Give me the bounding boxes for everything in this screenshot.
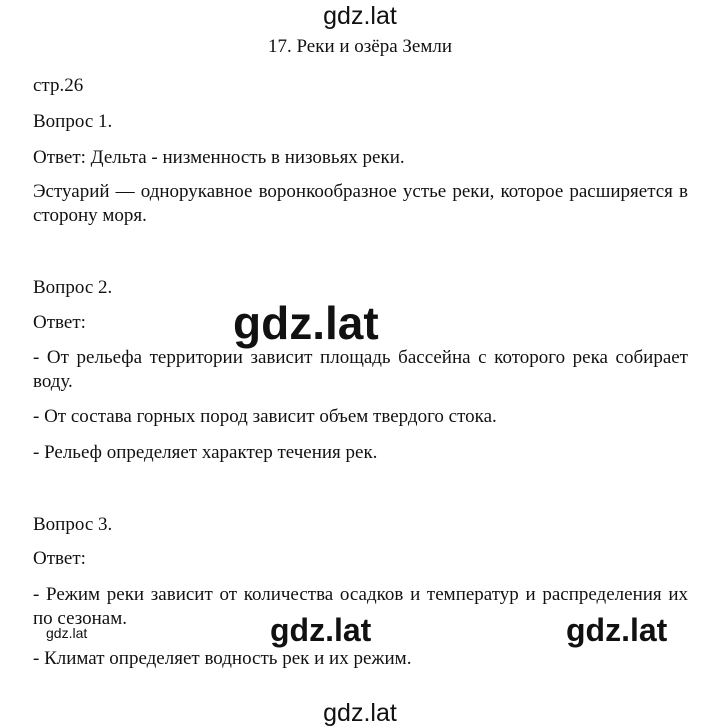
watermark-lower-left: gdz.lat	[270, 612, 372, 648]
question-1-paragraph: Эстуарий — однорукавное воронкообразное устье реки, которое расширяется в сторону моря.	[33, 181, 688, 226]
watermark-middle: gdz.lat	[233, 297, 379, 349]
question-1-answer: Ответ: Дельта - низменность в низовьях реки.	[33, 147, 405, 168]
page-reference: стр.26	[33, 75, 84, 96]
question-2-answer: Ответ:	[33, 312, 86, 333]
question-1-label: Вопрос 1.	[33, 111, 113, 132]
watermark-top: gdz.lat	[323, 2, 397, 30]
watermark-lower-right: gdz.lat	[566, 612, 668, 648]
document-title: 17. Реки и озёра Земли	[267, 36, 453, 57]
question-3-item-1: - Режим реки зависит от количества осадков и температур и распределения их по сезонам.	[33, 584, 688, 629]
question-3-label: Вопрос 3.	[33, 514, 113, 535]
question-2-item-2: - От состава горных пород зависит объем твердого стока.	[33, 406, 497, 427]
question-3-answer: Ответ:	[33, 548, 86, 569]
question-3-item-2: - Климат определяет водность рек и их режим.	[33, 648, 412, 669]
question-2-item-3: - Рельеф определяет характер течения рек.	[33, 442, 378, 463]
question-2-item-1: - От рельефа территории зависит площадь бассейна с которого река собирает воду.	[33, 347, 688, 392]
watermark-bottom: gdz.lat	[323, 699, 397, 727]
question-2-label: Вопрос 2.	[33, 277, 113, 298]
watermark-small: gdz.lat	[46, 625, 88, 641]
